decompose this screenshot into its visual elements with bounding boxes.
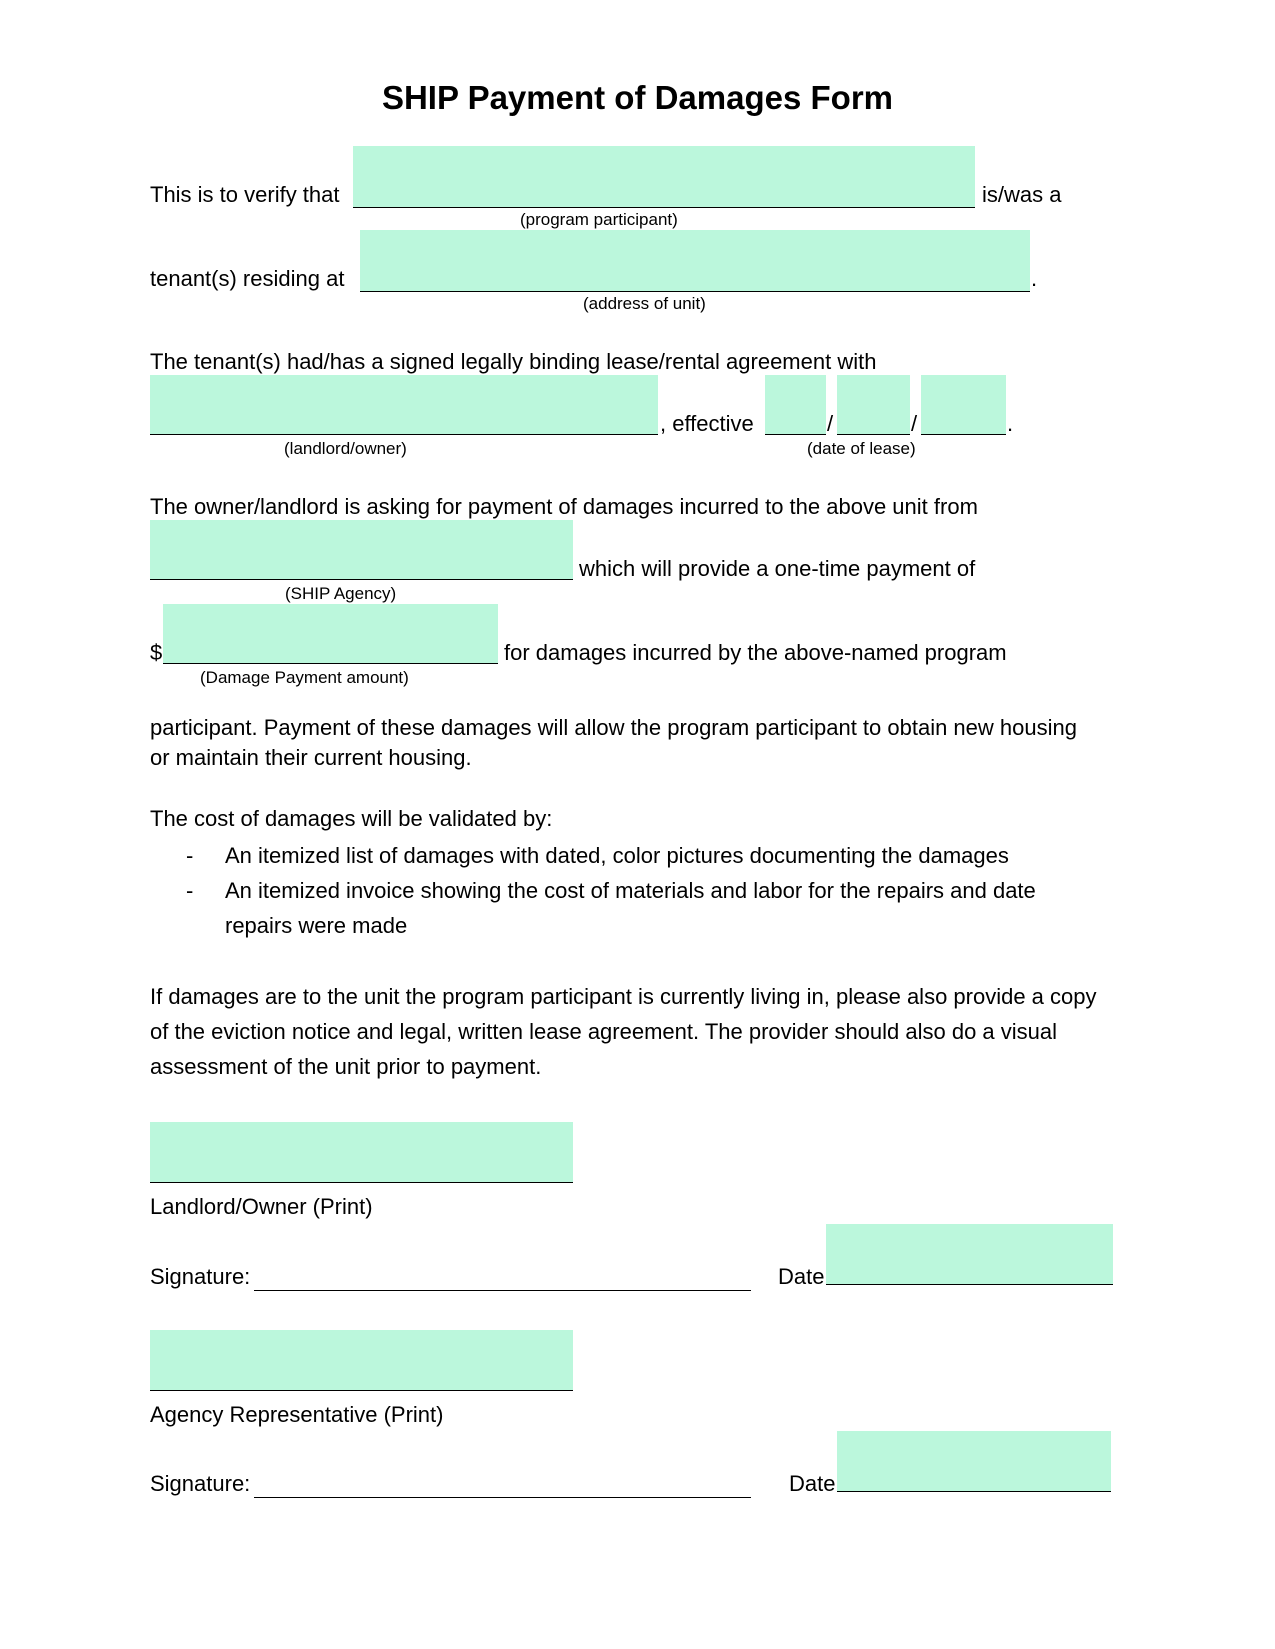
agency-date-field[interactable] (837, 1431, 1111, 1492)
page-title: SHIP Payment of Damages Form (381, 79, 894, 116)
verify-prefix: This is to verify that (150, 182, 340, 207)
landlord-owner-caption: (landlord/owner) (284, 439, 407, 458)
agency-signature-label: Signature: (150, 1471, 251, 1496)
landlord-print-label: Landlord/Owner (Print) (150, 1194, 373, 1219)
landlord-print-field[interactable] (150, 1122, 573, 1183)
eviction-paragraph: If damages are to the unit the program participant is currently living in, please also provide a copy of the eviction notice and legal, written lease agreement. The provider should also do a visual assessment of the unit prior to payment. (150, 984, 1097, 1079)
agency-print-field[interactable] (150, 1330, 573, 1391)
program-participant-caption: (program participant) (520, 210, 678, 229)
dollar-sign: $ (150, 640, 163, 665)
bullet-dash-2: - (186, 878, 194, 903)
unit-address-caption: (address of unit) (583, 294, 706, 313)
landlord-date-field[interactable] (826, 1224, 1113, 1285)
lease-date-caption: (date of lease) (807, 439, 916, 458)
ship-agency-caption: (SHIP Agency) (285, 584, 397, 603)
validation-intro: The cost of damages will be validated by: (150, 806, 553, 831)
lease-effective-label: , effective (660, 411, 754, 436)
agency-print-label: Agency Representative (Print) (150, 1402, 444, 1427)
damage-amount-caption: (Damage Payment amount) (200, 668, 409, 687)
damage-amount-field[interactable] (163, 604, 498, 664)
agency-date-label: Date (789, 1471, 836, 1496)
residing-prefix: tenant(s) residing at (150, 266, 345, 291)
ship-agency-field[interactable] (150, 520, 573, 580)
residing-period: . (1031, 266, 1038, 291)
participant-paragraph: participant. Payment of these damages will allow the program participant to obtain new housing or maintain their current housing. (150, 715, 1077, 770)
date-slash-2: / (911, 411, 918, 436)
lease-period: . (1007, 411, 1014, 436)
unit-address-field[interactable] (360, 230, 1030, 292)
lease-sentence: The tenant(s) had/has a signed legally binding lease/rental agreement with (150, 349, 877, 374)
agency-suffix: which will provide a one-time payment of (579, 556, 976, 581)
validation-item-1: An itemized list of damages with dated, color pictures documenting the damages (225, 843, 1009, 868)
lease-date-year-field[interactable] (921, 375, 1006, 435)
lease-date-month-field[interactable] (765, 375, 826, 435)
lease-date-day-field[interactable] (837, 375, 910, 435)
validation-item-2: An itemized invoice showing the cost of materials and labor for the repairs and date repairs were made (225, 878, 1036, 938)
landlord-owner-field[interactable] (150, 375, 658, 435)
program-participant-field[interactable] (353, 146, 975, 208)
landlord-signature-line[interactable] (254, 1264, 751, 1291)
bullet-dash-1: - (186, 843, 194, 868)
date-slash-1: / (827, 411, 834, 436)
landlord-signature-label: Signature: (150, 1264, 251, 1289)
damages-sentence: The owner/landlord is asking for payment of damages incurred to the above unit from (150, 494, 978, 519)
agency-signature-line[interactable] (254, 1471, 751, 1498)
verify-suffix: is/was a (982, 182, 1062, 207)
amount-suffix: for damages incurred by the above-named program (504, 640, 1007, 665)
landlord-date-label: Date (778, 1264, 825, 1289)
